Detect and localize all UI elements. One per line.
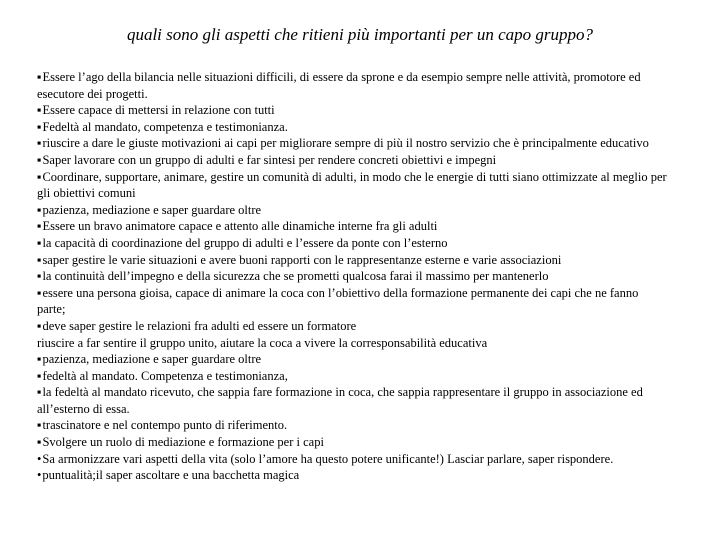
list-item-text: puntualità;il saper ascoltare e una bacchetta magica [42, 468, 300, 483]
list-item-text: la continuità dell’impegno e della sicurezza che se prometti qualcosa farai il massimo per mantenerlo [42, 269, 549, 284]
bullet-marker: ▪ [37, 318, 42, 333]
list-item [37, 285, 668, 318]
bullet-marker: ▪ [37, 385, 42, 400]
list-item-text: Saper lavorare con un gruppo di adulti e far sintesi per rendere concreti obiettivi e impegni [42, 152, 497, 167]
bullet-marker: • [37, 468, 42, 483]
list-item [37, 252, 668, 269]
list-item-text: Essere l’ago della bilancia nelle situazioni difficili, di essere da sprone e da esempio sempre nelle attività, promotore ed esecutore dei progetti. [37, 70, 641, 101]
bullet-marker: ▪ [37, 435, 42, 450]
list-item [37, 202, 668, 219]
bullet-marker: ▪ [37, 418, 42, 433]
list-item-text: Essere capace di mettersi in relazione con tutti [42, 103, 275, 118]
bullet-marker: ▪ [37, 252, 42, 267]
list-item [37, 135, 668, 152]
bullet-marker: ▪ [37, 368, 42, 383]
list-item-text: trascinatore e nel contempo punto di riferimento. [42, 418, 288, 433]
list-item [37, 335, 668, 352]
bullet-marker: ▪ [37, 219, 42, 234]
bullet-marker: ▪ [37, 269, 42, 284]
list-item-text: Coordinare, supportare, animare, gestire un comunità di adulti, in modo che le energie di tutti siano ottimizzate al meglio per gli obiettivi comuni [37, 169, 667, 201]
list-item-text: la fedeltà al mandato ricevuto, che sappia fare formazione in coca, che sappia rappresentare il gruppo in associazione ed all’esterno di essa. [37, 385, 643, 416]
list-item-text: Svolgere un ruolo di mediazione e formazione per i capi [42, 435, 324, 450]
list-item-text: riuscire a dare le giuste motivazioni ai capi per migliorare sempre di più il nostro servizio che è principalmente educativo [42, 136, 649, 151]
list-item [37, 102, 668, 119]
bullet-marker: ▪ [37, 235, 42, 250]
list-item [37, 351, 668, 368]
list-item [37, 152, 668, 169]
list-item-text: Sa armonizzare vari aspetti della vita (solo l’amore ha questo potere unificante!) Lasciar parlare, saper rispondere. [42, 451, 614, 466]
list-item [37, 218, 668, 235]
list-item [37, 69, 668, 102]
list-item [37, 384, 668, 417]
list-item-text: essere una persona gioisa, capace di animare la coca con l’obiettivo della formazione permanente dei capi che ne fanno parte; [37, 285, 639, 317]
list-item [37, 368, 668, 385]
list-item [37, 417, 668, 434]
list-item-text: pazienza, mediazione e saper guardare oltre [42, 352, 262, 367]
list-item [37, 169, 668, 202]
page-title: quali sono gli aspetti che ritieni più importanti per un capo gruppo? [126, 25, 594, 44]
bullet-marker: ▪ [37, 152, 42, 167]
bullet-marker: ▪ [37, 352, 42, 367]
list-item [37, 235, 668, 252]
bullet-marker: ▪ [37, 103, 42, 118]
list-item-text: pazienza, mediazione e saper guardare oltre [42, 202, 262, 217]
bullet-marker: • [37, 451, 42, 466]
bullet-marker: ▪ [37, 169, 42, 184]
list-item [37, 451, 668, 468]
list-item [37, 119, 668, 136]
bullet-list [37, 69, 668, 484]
list-item-text: deve saper gestire le relazioni fra adulti ed essere un formatore [42, 318, 357, 333]
list-item-text: saper gestire le varie situazioni e avere buoni rapporti con le rappresentanze esterne e varie associazioni [42, 252, 562, 267]
list-item-text: Essere un bravo animatore capace e attento alle dinamiche interne fra gli adulti [42, 219, 438, 234]
bullet-marker: ▪ [37, 202, 42, 217]
list-item [37, 434, 668, 451]
list-item [37, 467, 668, 484]
bullet-marker: ▪ [37, 285, 42, 300]
bullet-marker: ▪ [37, 136, 42, 151]
list-item-text: la capacità di coordinazione del gruppo di adulti e l’essere da ponte con l’esterno [42, 235, 448, 250]
list-item [37, 318, 668, 335]
bullet-marker: ▪ [37, 70, 42, 84]
list-item-text: riuscire a far sentire il gruppo unito, aiutare la coca a vivere la corresponsabilità educativa [37, 335, 488, 350]
list-item [37, 268, 668, 285]
list-item-text: fedeltà al mandato. Competenza e testimonianza, [42, 368, 288, 383]
bullet-marker: ▪ [37, 119, 42, 134]
list-item-text: Fedeltà al mandato, competenza e testimonianza. [42, 119, 288, 134]
